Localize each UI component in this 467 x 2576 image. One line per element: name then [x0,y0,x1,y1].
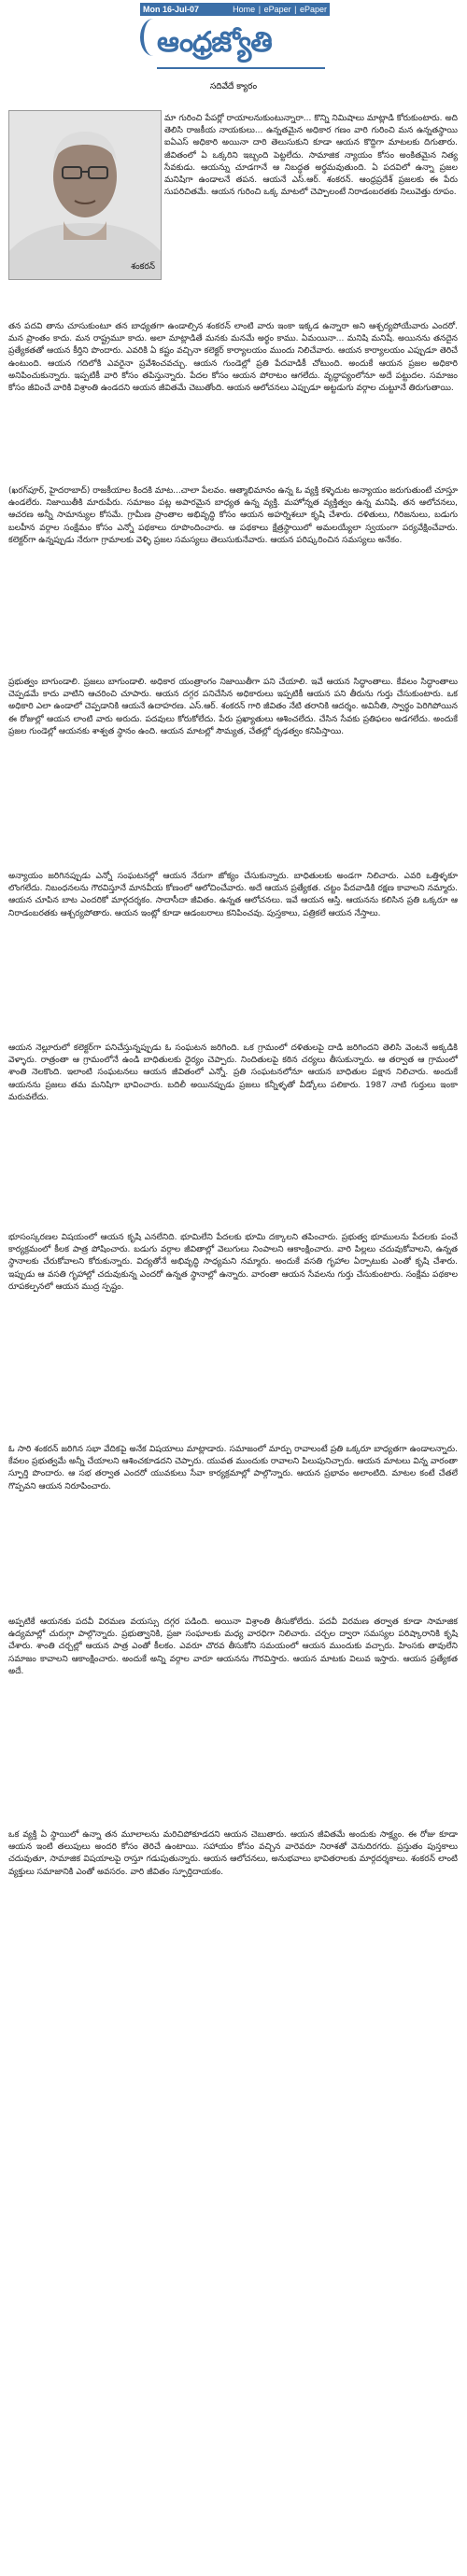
nav-link-epaper[interactable]: ePaper [263,5,291,14]
article-paragraph-3: (ఖరగ్‌పూర్, హైదరాబాద్) రాజకీయాల కిందకి మాట...చాలా పేలవం. ఆత్మాభిమానం ఉన్న ఓ వ్యక్తి కళ్ళెదుట అన్యాయం జరుగుతుంటే చూస్తూ ఉండలేరు. నిజాయితీకి మారుపేరు. సమాజం పట్ల అపారమైన బాధ్యత ఉన్న వ్యక్తి. మహోన్నత వ్యక్తిత్వం ఉన్న మనిషి. తన ఆలోచనలు, ఆచరణ అన్నీ సామాన్యుల కోసమే. గ్రామీణ ప్రాంతాల అభివృద్ధి కోసం ఆయన అహర్నిశలూ కృషి చేశారు. దళితులు, గిరిజనులు, బడుగు బలహీన వర్గాల సంక్షేమం కోసం ఎన్నో పథకాలు రూపొందించారు. ఆ పథకాలు క్షేత్రస్థాయిలో అమలయ్యేలా స్వయంగా పర్యవేక్షించేవారు. కలెక్టర్‌గా ఉన్నప్పుడు నేరుగా గ్రామాలకు వెళ్ళి ప్రజల సమస్యలు తెలుసుకునేవారు. ఆయన పరిష్కరించిన సమస్యలు అనేకం. [8,486,458,545]
article-paragraph-5: అన్యాయం జరిగినప్పుడు ఎన్నో సంఘటనల్లో ఆయన నేరుగా జోక్యం చేసుకున్నారు. బాధితులకు అండగా నిలిచారు. ఎవరి ఒత్తిళ్ళకూ లొంగలేదు. నిబంధనలను గౌరవిస్తూనే మానవీయ కోణంలో ఆలోచించేవారు. అదే ఆయన ప్రత్యేకత. చట్టం పేదవాడికి రక్షణ కావాలని నమ్మారు. ఆయన చూపిన బాట ఎందరికో మార్గదర్శకం. సాదాసీదా జీవితం. ఉన్నత ఆలోచనలు. ఇవే ఆయన ఆస్తి. ఆయనను కలిసిన ప్రతి ఒక్కరూ ఆ నిరాడంబరతకు ఆశ్చర్యపోతారు. ఆయన ఇంట్లో కూడా ఆడంబరాలు కనిపించవు. పుస్తకాలు, పత్రికలే ఆయన నేస్తాలు. [8,872,458,918]
article-paragraph-2: తన పదవి తాను చూసుకుంటూ తన బాధ్యతగా ఉండాల్సిన శంకరన్ లాంటి వారు ఇంకా ఇక్కడ ఉన్నారా అని ఆశ్చర్యపోయేవారు ఎందరో. మన ప్రాంతం కాదు. మన రాష్ట్రమూ కాదు. అలా మాట్లాడితే మనకు మనమే అర్థం కాము. ఏమయినా... మనిషి మనిషే. అయినను తనదైన ప్రత్యేకతతో ఆయన కీర్తిని పొందారు. ఎవరికి ఏ కష్టం వచ్చినా కలెక్టర్ కార్యాలయం ముందు నిలిచేవారు. ఆయన కార్యాలయం ఎప్పుడూ తెరిచే ఉంటుంది. ఆయన గదిలోకి ఎవరైనా ప్రవేశించవచ్చు. ఆయన గుండెల్లో ప్రతి పేదవాడికీ చోటుంది. అందుకే ఆయన ప్రజల అధికారి అనిపించుకున్నారు. ఇప్పటికీ వారి కోసం తపిస్తున్నారు. పేదల కోసం ఆయన పోరాటం ఆగలేదు. వృద్ధాప్యంలోనూ అదే పట్టుదల. సమాజం కోసం జీవించే వారికి విశ్రాంతి ఉండదని ఆయన జీవితమే చెబుతోంది. ఆయన ఆలోచనలు ఎప్పుడూ అట్టడుగు వర్గాల చుట్టూనే తిరుగుతాయి. [8,322,458,394]
article-paragraph-8: ఓ సారి శంకరన్ జరిగిన సభా వేదికపై అనేక విషయాలు మాట్లాడారు. సమాజంలో మార్పు రావాలంటే ప్రతి ఒక్కరూ బాధ్యతగా ఉండాలన్నారు. కేవలం ప్రభుత్వమే అన్నీ చేయాలని ఆశించకూడదని చెప్పారు. యువత ముందుకు రావాలని పిలుపునిచ్చారు. ఆయన మాటలు విన్న వారంతా స్ఫూర్తి పొందారు. ఆ సభ తర్వాత ఎందరో యువకులు సేవా కార్యక్రమాల్లో పాల్గొన్నారు. ఆయన ప్రభావం అలాంటిది. మాటల కంటే చేతలే గొప్పవని ఆయన నిరూపించారు. [8,1445,458,1491]
article-paragraph-7: భూసంస్కరణల విషయంలో ఆయన కృషి ఎనలేనిది. భూమిలేని పేదలకు భూమి దక్కాలని తపించారు. ప్రభుత్వ భూములను పేదలకు పంచే కార్యక్రమంలో కీలక పాత్ర పోషించారు. బడుగు వర్గాల జీవితాల్లో వెలుగులు నింపాలని ఆకాంక్షించారు. వారి పిల్లలు చదువుకోవాలని, ఉన్నత స్థానాలకు చేరుకోవాలని కోరుకున్నారు. విద్యతోనే అభివృద్ధి సాధ్యమని నమ్మారు. అందుకే వసతి గృహాల ఏర్పాటుకు ఎంతో కృషి చేశారు. ఇప్పుడు ఆ వసతి గృహాల్లో చదువుకున్న ఎందరో ఉన్నత స్థానాల్లో ఉన్నారు. వారంతా ఆయన సేవలను గుర్తు చేసుకుంటారు. సంక్షేమ పథకాల రూపకల్పనలో ఆయన ముద్ర స్పష్టం. [8,1233,458,1292]
nav-link-epaper-2[interactable]: ePaper [299,5,327,14]
author-photo [8,110,162,280]
masthead-logo[interactable]: ఆంధ్రజ్యోతి [157,21,325,69]
article-paragraph-1: మా గురించి పేపర్లో రాయాలనుకుంటున్నారా... కొన్ని నిమిషాలు మాట్లాడి కోరుకుంటారు. అది తెలిసి రాజకీయ నాయకులు... ఉన్నతమైన అధికార గణం వారి గురించి మన ఉన్నతస్థాయి ఐఏఎస్ అధికారి అయినా దారి తెలుసుకుని కూడా ఆయన కొద్దిగా మాటలకు దిగుతారు. జీవితంలో ఏ ఒక్కరిని ఇబ్బంది పెట్టలేదు. సామాజిక న్యాయం కోసం అంకితమైన నిత్య సేవకుడు. ఆయన్ను చూడగానే ఆ నిబద్ధత అర్థమవుతుంది. ఏ పదవిలో ఉన్నా ప్రజల మనిషిగా ఉండాలనే తపన. ఆయనే ఎస్.ఆర్. శంకరన్. ఆంధ్రప్రదేశ్ ప్రజలకు ఈ పేరు సుపరిచితమే. ఆయన గురించి ఒక్క మాటలో చెప్పాలంటే నిరాడంబరతకు నిలువెత్తు రూపం. [164,114,458,198]
article-paragraph-10: ఒక వ్యక్తి ఏ స్థాయిలో ఉన్నా తన మూలాలను మరిచిపోకూడదని ఆయన చెబుతారు. ఆయన జీవితమే అందుకు సాక్ష్యం. ఈ రోజు కూడా ఆయన ఇంటి తలుపులు అందరి కోసం తెరిచే ఉంటాయి. సహాయం కోసం వచ్చిన వారెవరూ నిరాశతో వెనుదిరగరు. ప్రస్తుతం పుస్తకాలు చదువుతూ, సామాజిక విషయాలపై రాస్తూ గడుపుతున్నారు. ఆయన ఆలోచనలు, అనుభవాలు భావితరాలకు మార్గదర్శకాలు. శంకరన్ లాంటి వ్యక్తులు సమాజానికి ఎంతో అవసరం. వారి జీవితం స్ఫూర్తిదాయకం. [8,1830,458,1877]
article-paragraph-9: అప్పటికే ఆయనకు పదవీ విరమణ వయస్సు దగ్గర పడింది. అయినా విశ్రాంతి తీసుకోలేదు. పదవీ విరమణ తర్వాత కూడా సామాజిక ఉద్యమాల్లో చురుగ్గా పాల్గొన్నారు. ప్రభుత్వానికి, ప్రజా సంఘాలకు మధ్య వారధిగా నిలిచారు. చర్చల ద్వారా సమస్యల పరిష్కారానికి కృషి చేశారు. శాంతి చర్చల్లో ఆయన పాత్ర ఎంతో కీలకం. ఎవరూ చొరవ తీసుకోని సమయంలో ఆయన ముందుకు వచ్చారు. హింసకు తావులేని సమాజం కావాలని ఆకాంక్షించారు. అందుకే అన్ని వర్గాల వారూ ఆయనను గౌరవిస్తారు. ఆయన మాటకు విలువ ఇస్తారు. ఆయన ప్రత్యేకత అదే. [8,1617,458,1676]
photo-caption: శంకరన్ [131,262,155,272]
masthead-topbar [140,3,330,16]
nav-separator: | [294,5,297,14]
masthead [140,0,330,73]
masthead-links [232,3,327,16]
article-paragraph-6: ఆయన నెల్లూరులో కలెక్టర్‌గా పనిచేస్తున్నప్పుడు ఓ సంఘటన జరిగింది. ఒక గ్రామంలో దళితులపై దాడి జరిగిందని తెలిసి వెంటనే అక్కడికి వెళ్ళారు. రాత్రంతా ఆ గ్రామంలోనే ఉండి బాధితులకు ధైర్యం చెప్పారు. నిందితులపై కఠిన చర్యలు తీసుకున్నారు. ఆ తర్వాత ఆ గ్రామంలో శాంతి నెలకొంది. ఇలాంటి సంఘటనలు ఆయన జీవితంలో ఎన్నో. ప్రతి సంఘటనలోనూ ఆయన బాధితుల పక్షాన నిలిచారు. అందుకే ఆయనను ప్రజలు తమ మనిషిగా భావించారు. బదిలీ అయినప్పుడు ప్రజలు కన్నీళ్ళతో వీడ్కోలు పలికారు. 1987 నాటి గుర్తులు ఇంకా మరువలేదు. [8,1043,458,1102]
nav-link-home[interactable]: Home [233,5,256,14]
author-portrait-icon [9,111,161,279]
article-paragraph-4: ప్రభుత్వం బాగుండాలి. ప్రజలు బాగుండాలి. అధికార యంత్రాంగం నిజాయితీగా పని చేయాలి. ఇవే ఆయన సిద్ధాంతాలు. కేవలం సిద్ధాంతాలు చెప్పడమే కాదు వాటిని ఆచరించి చూపారు. ఆయన దగ్గర పనిచేసిన అధికారులు ఇప్పటికీ ఆయన పని తీరును గుర్తు చేసుకుంటారు. ఒక అధికారి ఎలా ఉండాలో చెప్పడానికి ఆయనే ఉదాహరణ. ఎస్.ఆర్. శంకరన్ గారి జీవితం నేటి తరానికి ఆదర్శం. అవినీతి, స్వార్థం పెరిగిపోయిన ఈ రోజుల్లో ఆయన లాంటి వారు అరుదు. పదవులు కోరుకోలేదు. పేరు ప్రఖ్యాతులు ఆశించలేదు. చేసిన సేవకు ప్రతిఫలం అడగలేదు. అందుకే ప్రజల గుండెల్లో ఆయనకు శాశ్వత స్థానం ఉంది. ఆయన మాటల్లో సౌమ్యత, చేతల్లో దృఢత్వం కనిపిస్తాయి. [8,678,458,736]
nav-separator: | [258,5,262,14]
masthead-date: Mon 16-Jul-07 [143,5,200,14]
section-title: సదివేదే క్యారం [209,82,258,91]
